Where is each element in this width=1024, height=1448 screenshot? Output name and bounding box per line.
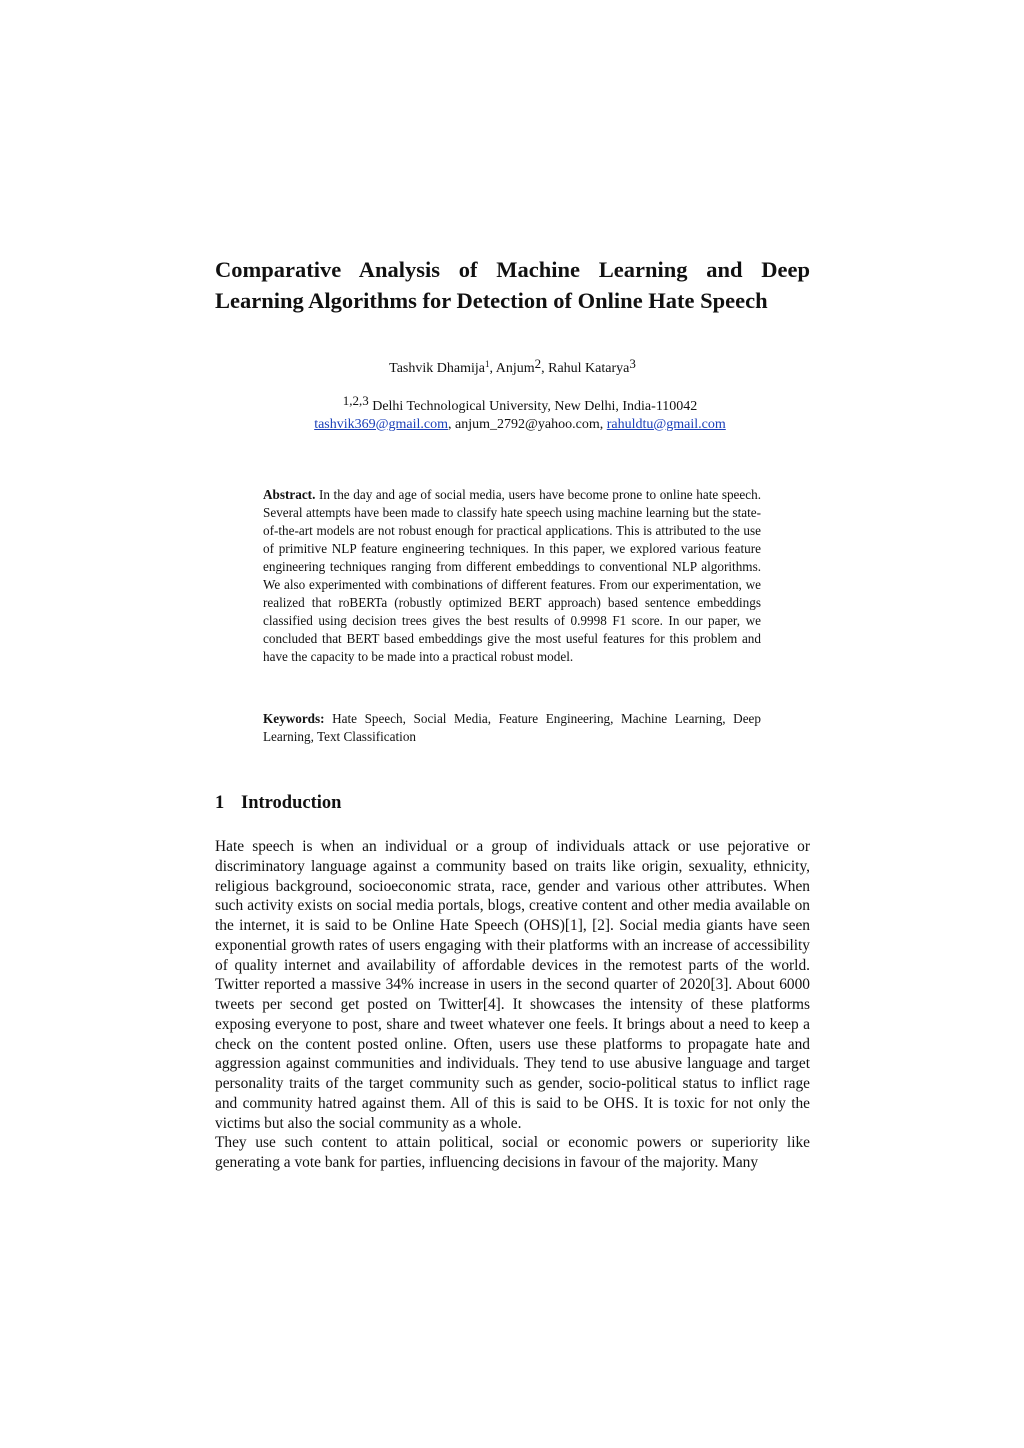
affiliation-block	[215, 392, 825, 433]
affiliation-text: Delhi Technological University, New Delhi, India-110042	[368, 399, 698, 414]
paper-title	[215, 254, 810, 316]
email-text-2: anjum_2792@yahoo.com	[455, 416, 600, 432]
abstract-text: In the day and age of social media, users have become prone to online hate speech. Several attempts have been made to classify hate speech using machine learning but the state-of-the-art models are not robust enough for practical applications. This is attributed to the use of primitive NLP feature engineering techniques. In this paper, we explored various feature engineering techniques ranging from different embeddings to conventional NLP algorithms. We also experimented with combinations of different features. From our experimentation, we realized that roBERTa (robustly optimized BERT approach) based sentence embeddings classified using decision trees gives the best results of 0.9998 F1 score. In our paper, we concluded that BERT based embeddings give the most useful features for this problem and have the capacity to be made into a practical robust model.	[263, 487, 761, 665]
email-separator: ,	[448, 416, 456, 432]
email-link-1[interactable]: tashvik369@gmail.com	[314, 416, 449, 432]
paper-title-line-2: Learning Algorithms for Detection of Online Hate Speech	[215, 288, 768, 313]
author-name-3: Rahul Katarya	[548, 361, 630, 376]
author-name-1: Tashvik Dhamija	[389, 361, 485, 376]
keywords	[263, 710, 761, 746]
section-number: 1	[215, 793, 225, 813]
introduction-body	[215, 837, 810, 1173]
keywords-text: Hate Speech, Social Media, Feature Engineering, Machine Learning, Deep Learning, Text Classification	[263, 711, 761, 745]
author-separator: ,	[541, 361, 549, 376]
author-name-2: Anjum	[495, 361, 535, 376]
paper-title-line-1: Comparative Analysis of Machine Learning and Deep	[215, 257, 810, 282]
abstract	[263, 486, 761, 666]
author-separator: ,	[489, 361, 496, 376]
author-list	[215, 354, 810, 379]
body-paragraph-2: They use such content to attain political, social or economic powers or superiority like generating a vote bank for parties, influencing decisions in favour of the majority. Many	[215, 1134, 810, 1171]
abstract-label: Abstract.	[263, 487, 316, 502]
author-affil-marker-3: 3	[629, 356, 636, 371]
body-paragraph-1: Hate speech is when an individual or a group of individuals attack or use pejorative or discriminatory language against a community based on traits like origin, sexuality, ethnicity, religious background, socioeconomic strata, race, gender and various other attributes. When such activity exists on social media portals, blogs, creative content and other media available on the internet, it is said to be Online Hate Speech (OHS)[1], [2]. Social media giants have seen exponential growth rates of users engaging with their platforms with an increase of accessibility of quality internet and availability of affordable devices in the remotest parts of the world. Twitter reported a massive 34% increase in users in the second quarter of 2020[3]. About 6000 tweets per second get posted on Twitter[4]. It showcases the intensity of these platforms exposing everyone to post, share and tweet whatever one feels. It brings about a need to keep a check on the content posted online. Often, users use these platforms to propagate hate and aggression against communities and individuals. They tend to use abusive language and target personality traits of the target community such as gender, socio-political status to inflict rage and community hatred against them. All of this is said to be OHS. It is toxic for not only the victims but also the social community as a whole.	[215, 838, 810, 1132]
section-title: Introduction	[241, 793, 342, 813]
email-separator: ,	[599, 416, 607, 432]
email-line	[215, 416, 825, 434]
affiliation-marker: 1,2,3	[342, 393, 369, 408]
keywords-label: Keywords:	[263, 711, 325, 726]
section-heading-introduction	[215, 790, 341, 816]
affiliation-line	[215, 392, 825, 416]
email-link-3[interactable]: rahuldtu@gmail.com	[606, 416, 726, 432]
author-affil-marker-2: 2	[534, 356, 542, 371]
author-affil-marker-1: 1	[484, 359, 490, 369]
